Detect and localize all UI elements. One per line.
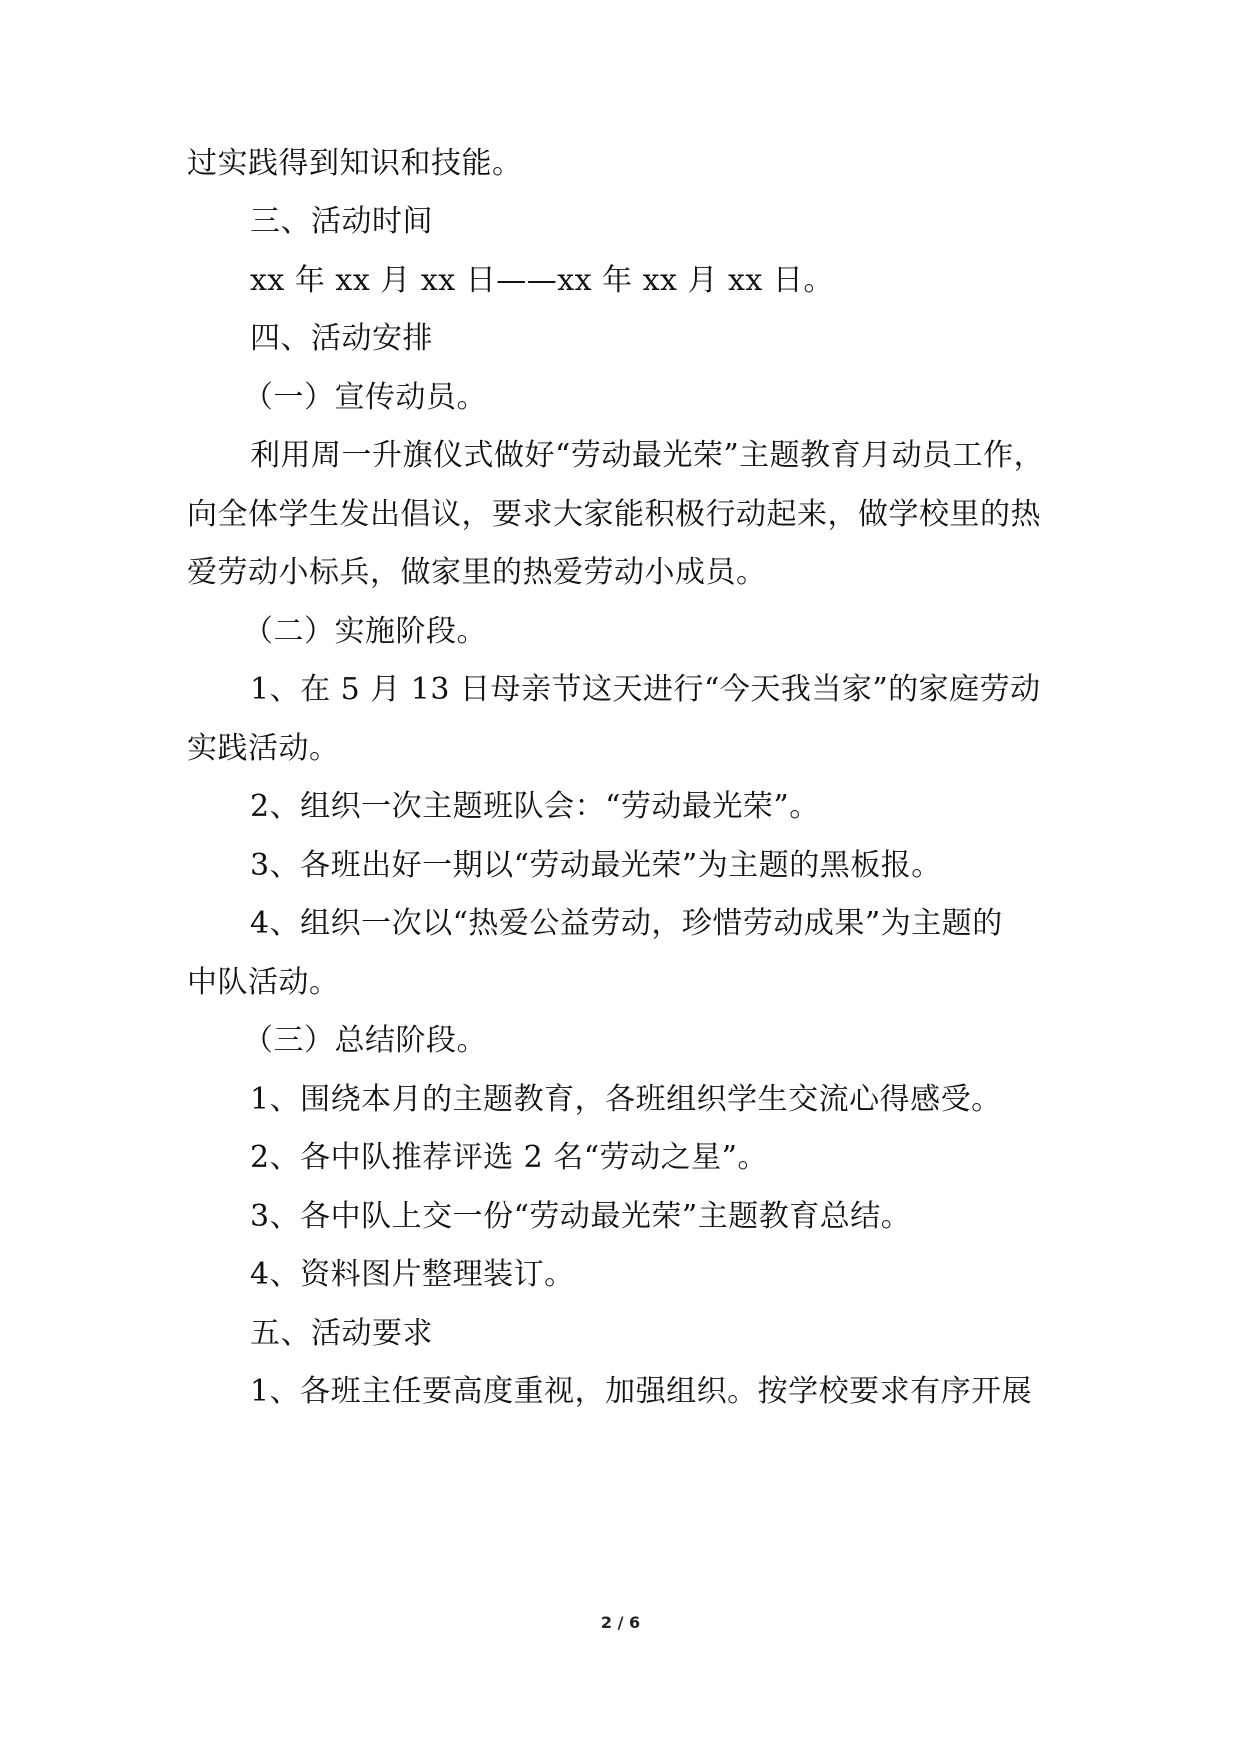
list-item: 4、资料图片整理装订。 [250, 1257, 575, 1292]
list-item: 3、各班出好一期以“劳动最光荣”为主题的黑板报。 [250, 848, 942, 883]
subsection-heading: （一）宣传动员。 [243, 380, 487, 415]
body-line: 实践活动。 [187, 731, 340, 766]
section-heading: 四、活动安排 [250, 321, 433, 356]
body-line: 向全体学生发出倡议，要求大家能积极行动起来，做学校里的热 [187, 497, 1041, 532]
list-item: 2、组织一次主题班队会：“劳动最光荣”。 [250, 789, 820, 824]
section-heading: 五、活动要求 [250, 1316, 433, 1351]
list-item: 1、围绕本月的主题教育，各班组织学生交流心得感受。 [250, 1082, 1002, 1117]
list-item: 3、各中队上交一份“劳动最光荣”主题教育总结。 [250, 1199, 912, 1234]
subsection-heading: （三）总结阶段。 [243, 1023, 487, 1058]
subsection-heading: （二）实施阶段。 [243, 614, 487, 649]
list-item: 4、组织一次以“热爱公益劳动，珍惜劳动成果”为主题的 [250, 906, 1003, 941]
body-line: 过实践得到知识和技能。 [187, 146, 523, 181]
list-item: 2、各中队推荐评选 2 名“劳动之星”。 [250, 1140, 768, 1175]
body-line: 中队活动。 [187, 965, 340, 1000]
list-item: 1、各班主任要高度重视，加强组织。按学校要求有序开展 [250, 1374, 1033, 1409]
page-number: 2 / 6 [600, 1613, 641, 1632]
section-heading: 三、活动时间 [250, 204, 433, 239]
body-line: xx 年 xx 月 xx 日——xx 年 xx 月 xx 日。 [250, 263, 834, 298]
body-line: 爱劳动小标兵，做家里的热爱劳动小成员。 [187, 555, 767, 590]
body-line: 利用周一升旗仪式做好“劳动最光荣”主题教育月动员工作， [250, 438, 1045, 473]
list-item: 1、在 5 月 13 日母亲节这天进行“今天我当家”的家庭劳动 [250, 672, 1041, 707]
